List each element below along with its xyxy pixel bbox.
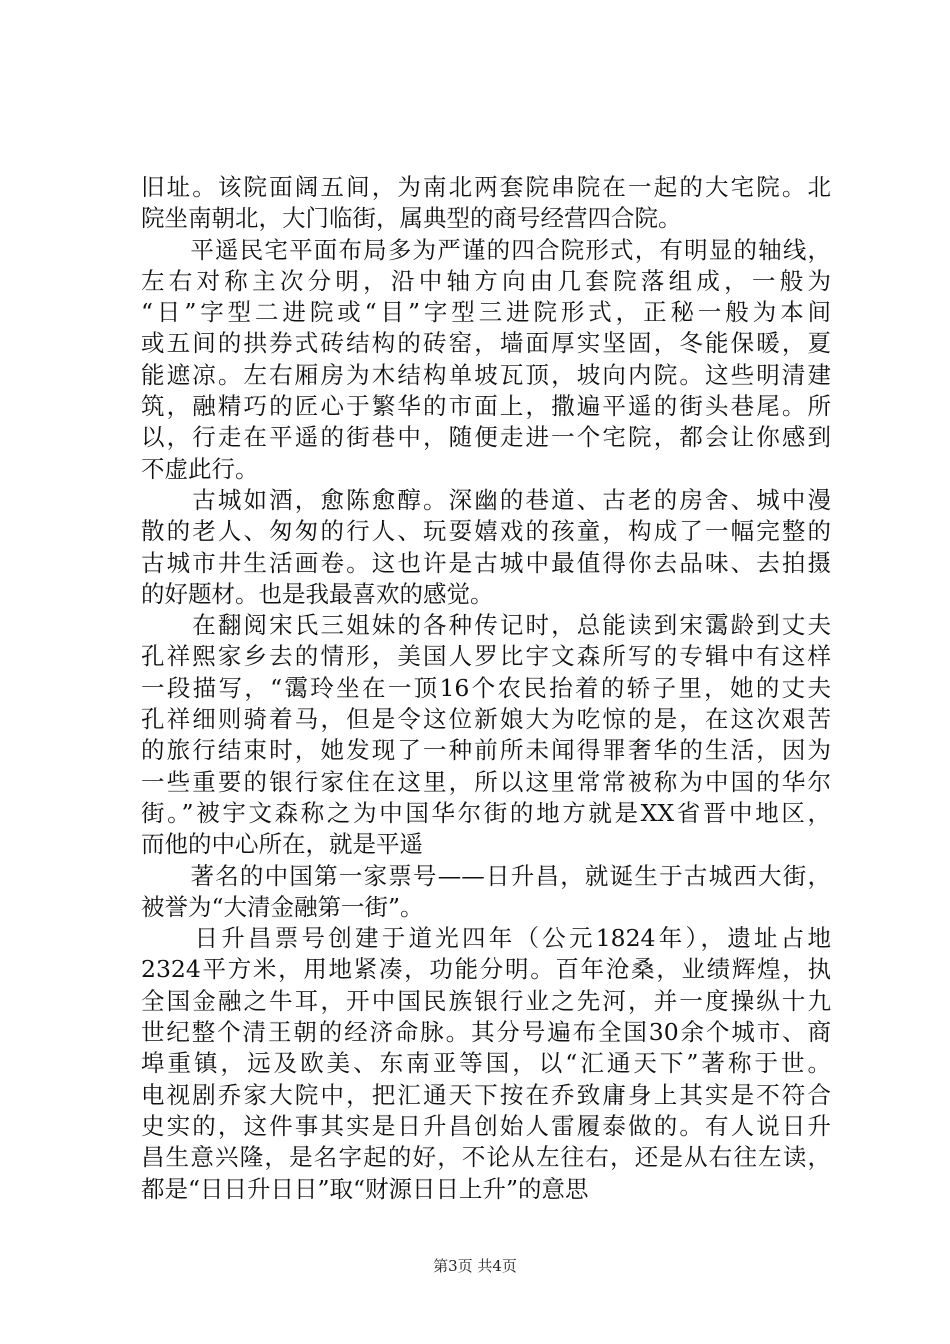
text-line: 孔祥细则骑着马，但是令这位新娘大为吃惊的是，在这次艰苦 xyxy=(141,705,831,734)
text-line: 史实的，这件事其实是日升昌创始人雷履泰做的。有人说日升 xyxy=(141,1111,831,1140)
text-line: 院坐南朝北，大门临街，属典型的商号经营四合院。 xyxy=(141,204,682,233)
document-body xyxy=(141,172,831,1205)
text-line: 的旅行结束时，她发现了一种前所未闻得罪奢华的生活，因为 xyxy=(141,736,831,765)
text-line: 散的老人、匆匆的行人、玩耍嬉戏的孩童，构成了一幅完整的 xyxy=(141,517,831,546)
text-line: 能遮凉。左右厢房为木结构单坡瓦顶，坡向内院。这些明清建 xyxy=(141,360,831,389)
text-line: 都是“日日升日日”取“财源日日上升”的意思 xyxy=(141,1174,589,1203)
text-line: 电视剧乔家大院中，把汇通天下按在乔致庸身上其实是不符合 xyxy=(141,1080,831,1109)
text-line: 埠重镇，远及欧美、东南亚等国，以“汇通天下”著称于世。 xyxy=(141,1049,831,1078)
text-line: 古城市井生活画卷。这也许是古城中最值得你去品味、去拍摄 xyxy=(141,548,831,577)
page-footer: 第3页 共4页 xyxy=(433,1257,517,1275)
text-line: 著名的中国第一家票号——日升昌，就诞生于古城西大街， xyxy=(141,861,831,890)
text-line: 街。”被宇文森称之为中国华尔街的地方就是XX省晋中地区， xyxy=(141,798,831,827)
text-line: 被誉为“大清金融第一街”。 xyxy=(141,892,424,921)
text-line: 在翻阅宋氏三姐妹的各种传记时，总能读到宋霭龄到丈夫 xyxy=(141,611,831,640)
text-line: 旧址。该院面阔五间，为南北两套院串院在一起的大宅院。北 xyxy=(141,173,831,201)
text-line: 一些重要的银行家住在这里，所以这里常常被称为中国的华尔 xyxy=(141,767,831,796)
text-line: 孔祥熙家乡去的情形，美国人罗比宇文森所写的专辑中有这样 xyxy=(141,642,831,671)
text-line: 以，行走在平遥的街巷中，随便走进一个宅院，都会让你感到 xyxy=(141,423,831,452)
text-line: 平遥民宅平面布局多为严谨的四合院形式，有明显的轴线， xyxy=(141,235,831,264)
text-line: 一段描写，“霭玲坐在一顶16个农民抬着的轿子里，她的丈夫 xyxy=(141,673,831,702)
text-line: 世纪整个清王朝的经济命脉。其分号遍布全国30余个城市、商 xyxy=(141,1018,831,1047)
text-line: 的好题材。也是我最喜欢的感觉。 xyxy=(141,579,494,608)
text-line: 2324平方米，用地紧凑，功能分明。百年沧桑，业绩辉煌，执 xyxy=(141,955,831,984)
text-line: “日”字型二进院或“目”字型三进院形式，正秘一般为本间 xyxy=(141,298,831,327)
text-line: 左右对称主次分明，沿中轴方向由几套院落组成，一般为 xyxy=(141,266,831,295)
text-line: 全国金融之牛耳，开中国民族银行业之先河，并一度操纵十九 xyxy=(141,986,831,1015)
text-line: 日升昌票号创建于道光四年（公元1824年），遗址占地 xyxy=(141,924,831,953)
text-line: 筑，融精巧的匠心于繁华的市面上，撒遍平遥的街头巷尾。所 xyxy=(141,392,831,421)
text-line: 或五间的拱券式砖结构的砖窑，墙面厚实坚固，冬能保暖，夏 xyxy=(141,329,831,358)
text-line: 而他的中心所在，就是平遥 xyxy=(141,830,423,859)
text-line: 古城如酒，愈陈愈醇。深幽的巷道、古老的房舍、城中漫 xyxy=(141,485,831,514)
text-line: 昌生意兴隆，是名字起的好，不论从左往右，还是从右往左读， xyxy=(141,1143,831,1172)
text-line: 不虚此行。 xyxy=(141,454,259,483)
